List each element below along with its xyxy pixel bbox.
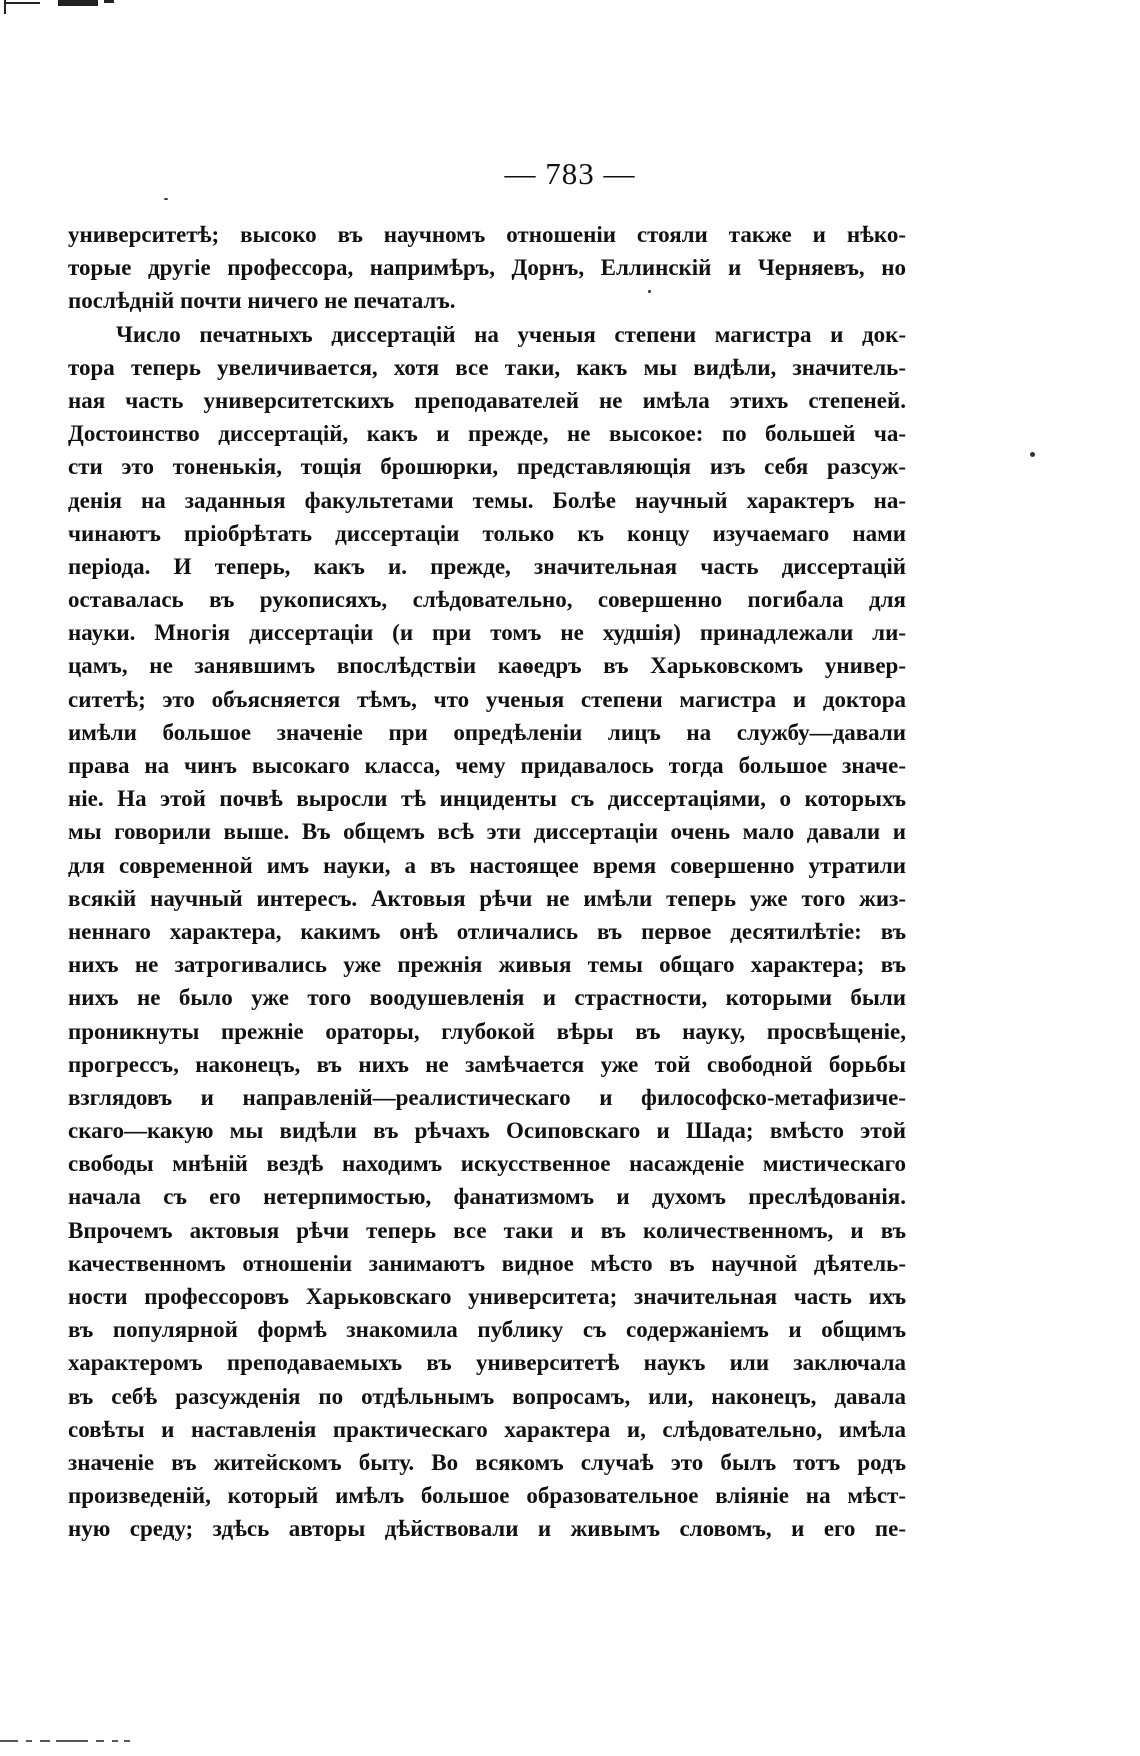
text-line: взглядовъ и направленій—реалистическаго и философско-метафизиче- <box>68 1084 906 1110</box>
page-number: — 783 — <box>504 156 636 191</box>
text-line: проникнуты прежніе ораторы, глубокой вѣры въ науку, просвѣщеніе, <box>68 1018 906 1044</box>
text-line: торые другіе профессора, напримѣръ, Дорнъ, Еллинскій и Черняевъ, но <box>68 255 906 281</box>
text-line: ситетѣ; это объясняется тѣмъ, что ученыя степени магистра и доктора <box>68 686 906 712</box>
text-line: ности профессоровъ Харьковскаго университета; значительная часть ихъ <box>68 1284 906 1309</box>
paragraph-start-line: Число печатныхъ диссертацій на ученыя степени магистра и док- <box>116 321 906 347</box>
text-line: мы говорили выше. Въ общемъ всѣ эти диссертаціи очень мало давали и <box>68 819 906 845</box>
text-line: періода. И теперь, какъ и. прежде, значительная часть диссертацій <box>68 553 906 579</box>
text-line: цамъ, не занявшимъ впослѣдствіи каѳедръ въ Харьковскомъ универ- <box>68 653 906 679</box>
text-line: неннаго характера, какимъ онѣ отличались въ первое десятилѣтіе: въ <box>68 918 906 944</box>
text-line: для современной имъ науки, а въ настоящее время совершенно утратили <box>68 852 906 878</box>
text-line: начала съ его нетерпимостью, фанатизмомъ и духомъ преслѣдованія. <box>68 1184 906 1210</box>
text-line: оставалась въ рукописяхъ, слѣдовательно, совершенно погибала для <box>68 587 906 613</box>
text-line: послѣдній почти ничего не печаталъ. <box>68 288 456 314</box>
text-line: свободы мнѣній вездѣ находимъ искусственное насажденіе мистическаго <box>68 1151 906 1177</box>
text-line: чинаютъ пріобрѣтать диссертаціи только къ концу изучаемаго нами <box>68 520 906 546</box>
text-line: совѣты и наставленія практическаго характера и, слѣдовательно, имѣла <box>68 1416 906 1442</box>
scan-speck <box>164 198 168 200</box>
text-line: всякій научный интересъ. Актовыя рѣчи не имѣли теперь уже того жиз- <box>68 885 906 911</box>
scan-speck <box>648 290 651 293</box>
text-line: ніе. На этой почвѣ выросли тѣ инциденты съ диссертаціями, о которыхъ <box>68 786 906 812</box>
scan-speck <box>1030 452 1035 457</box>
text-line: характеромъ преподаваемыхъ въ университетѣ наукъ или заключала <box>68 1350 906 1376</box>
text-line: ную среду; здѣсь авторы дѣйствовали и живымъ словомъ, и его пе- <box>68 1516 906 1542</box>
text-line: произведеній, который имѣлъ большое образовательное вліяніе на мѣст- <box>68 1483 906 1509</box>
scan-edge-mark <box>0 1737 150 1745</box>
text-line: университетѣ; высоко въ научномъ отношеніи стояли также и нѣко- <box>68 222 906 247</box>
text-line: прогрессъ, наконецъ, въ нихъ не замѣчается уже той свободной борьбы <box>68 1051 906 1077</box>
text-line: качественномъ отношеніи занимаютъ видное мѣсто въ научной дѣятель- <box>68 1250 906 1276</box>
text-line: нихъ не было уже того воодушевленія и страстности, которыми были <box>68 985 906 1011</box>
text-line: Достоинство диссертацій, какъ и прежде, не высокое: по большей ча- <box>68 421 906 447</box>
text-line: сти это тоненькія, тощія брошюрки, представляющія изъ себя разсуж- <box>68 454 906 480</box>
text-line: права на чинъ высокаго класса, чему придавалось тогда большое значе- <box>68 753 906 778</box>
text-line: въ себѣ разсужденія по отдѣльнымъ вопросамъ, или, наконецъ, давала <box>68 1383 906 1409</box>
text-line: скаго—какую мы видѣли въ рѣчахъ Осиповскаго и Шада; вмѣсто этой <box>68 1118 906 1144</box>
text-line: въ популярной формѣ знакомила публику съ содержаніемъ и общимъ <box>68 1317 906 1343</box>
text-line: нихъ не затрогивались уже прежнія живыя темы общаго характера; въ <box>68 952 906 978</box>
text-line: ная часть университетскихъ преподавателей не имѣла этихъ степеней. <box>68 387 906 413</box>
text-line: тора теперь увеличивается, хотя все таки, какъ мы видѣли, значитель- <box>68 354 906 380</box>
text-line: значеніе въ житейскомъ быту. Во всякомъ случаѣ это былъ тотъ родъ <box>68 1449 906 1475</box>
body-text <box>68 218 906 1546</box>
scan-edge-mark <box>0 0 120 16</box>
text-line: имѣли большое значеніе при опредѣленіи лицъ на службу—давали <box>68 719 906 745</box>
text-line: науки. Многія диссертаціи (и при томъ не худшія) принадлежали ли- <box>68 620 906 646</box>
text-line: Впрочемъ актовыя рѣчи теперь все таки и въ количественномъ, и въ <box>68 1217 906 1243</box>
text-line: денія на заданныя факультетами темы. Болѣе научный характеръ на- <box>68 487 906 513</box>
